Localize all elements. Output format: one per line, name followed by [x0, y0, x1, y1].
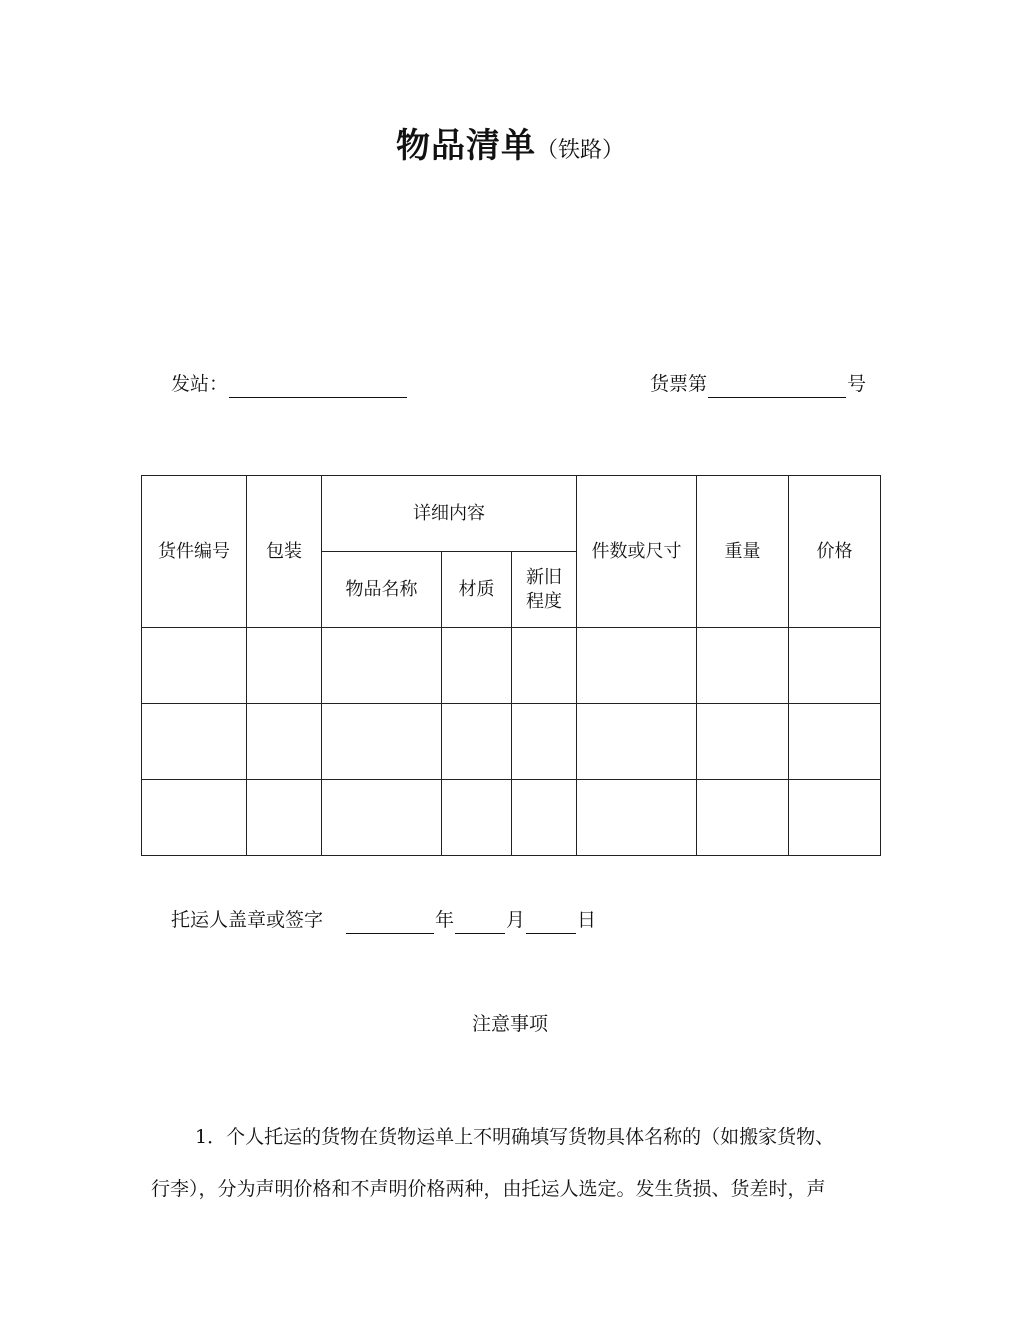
table-row	[142, 628, 881, 704]
signature-field[interactable]	[346, 911, 434, 934]
header-item-name: 物品名称	[322, 552, 442, 628]
cell-item-no[interactable]	[142, 704, 247, 780]
cell-quantity-size[interactable]	[577, 628, 697, 704]
cell-price[interactable]	[789, 704, 881, 780]
cell-quantity-size[interactable]	[577, 780, 697, 856]
cell-material[interactable]	[442, 628, 512, 704]
cell-packaging[interactable]	[247, 704, 322, 780]
header-item-no: 货件编号	[142, 476, 247, 628]
cell-price[interactable]	[789, 628, 881, 704]
cell-quantity-size[interactable]	[577, 704, 697, 780]
header-weight: 重量	[697, 476, 789, 628]
cell-weight[interactable]	[697, 628, 789, 704]
origin-station-label: 发站：	[171, 373, 229, 395]
month-field[interactable]	[455, 911, 505, 934]
manifest-table	[141, 475, 881, 856]
cell-condition[interactable]	[512, 780, 577, 856]
header-material: 材质	[442, 552, 512, 628]
cell-item-name[interactable]	[322, 780, 442, 856]
header-price: 价格	[789, 476, 881, 628]
title-subtitle: （铁路）	[535, 138, 624, 163]
cell-item-name[interactable]	[322, 628, 442, 704]
waybill-number-field[interactable]	[708, 375, 846, 398]
table-header-row	[142, 476, 881, 552]
origin-station-line	[171, 370, 408, 398]
note-item-1-line-1: 1．个人托运的货物在货物运单上不明确填写货物具体名称的（如搬家货物、	[195, 1126, 835, 1148]
day-label: 日	[577, 909, 597, 931]
signature-label: 托运人盖章或签字	[171, 909, 324, 931]
year-label: 年	[435, 909, 455, 931]
table-row	[142, 704, 881, 780]
notes-heading: 注意事项	[471, 1013, 548, 1035]
title-main: 物品清单	[395, 126, 536, 166]
origin-station-field[interactable]	[229, 375, 407, 398]
cell-item-name[interactable]	[322, 704, 442, 780]
waybill-prefix: 货票第	[650, 373, 708, 395]
cell-condition[interactable]	[512, 628, 577, 704]
note-item-1-line-2: 行李），分为声明价格和不声明价格两种，由托运人选定。发生货损、货差时，声	[151, 1178, 826, 1200]
signature-date-line	[171, 906, 596, 934]
day-field[interactable]	[526, 911, 576, 934]
header-quantity-size: 件数或尺寸	[577, 476, 697, 628]
header-details: 详细内容	[322, 476, 577, 552]
cell-material[interactable]	[442, 780, 512, 856]
cell-item-no[interactable]	[142, 628, 247, 704]
waybill-suffix: 号	[847, 373, 867, 395]
cell-price[interactable]	[789, 780, 881, 856]
cell-condition[interactable]	[512, 704, 577, 780]
cell-packaging[interactable]	[247, 780, 322, 856]
document-title	[0, 124, 1020, 174]
cell-packaging[interactable]	[247, 628, 322, 704]
cell-weight[interactable]	[697, 704, 789, 780]
cell-material[interactable]	[442, 704, 512, 780]
waybill-number-line	[650, 370, 866, 398]
header-packaging: 包装	[247, 476, 322, 628]
notes-body	[151, 1111, 873, 1215]
table-row	[142, 780, 881, 856]
cell-weight[interactable]	[697, 780, 789, 856]
header-condition: 新旧 程度	[512, 552, 577, 628]
cell-item-no[interactable]	[142, 780, 247, 856]
month-label: 月	[506, 909, 526, 931]
